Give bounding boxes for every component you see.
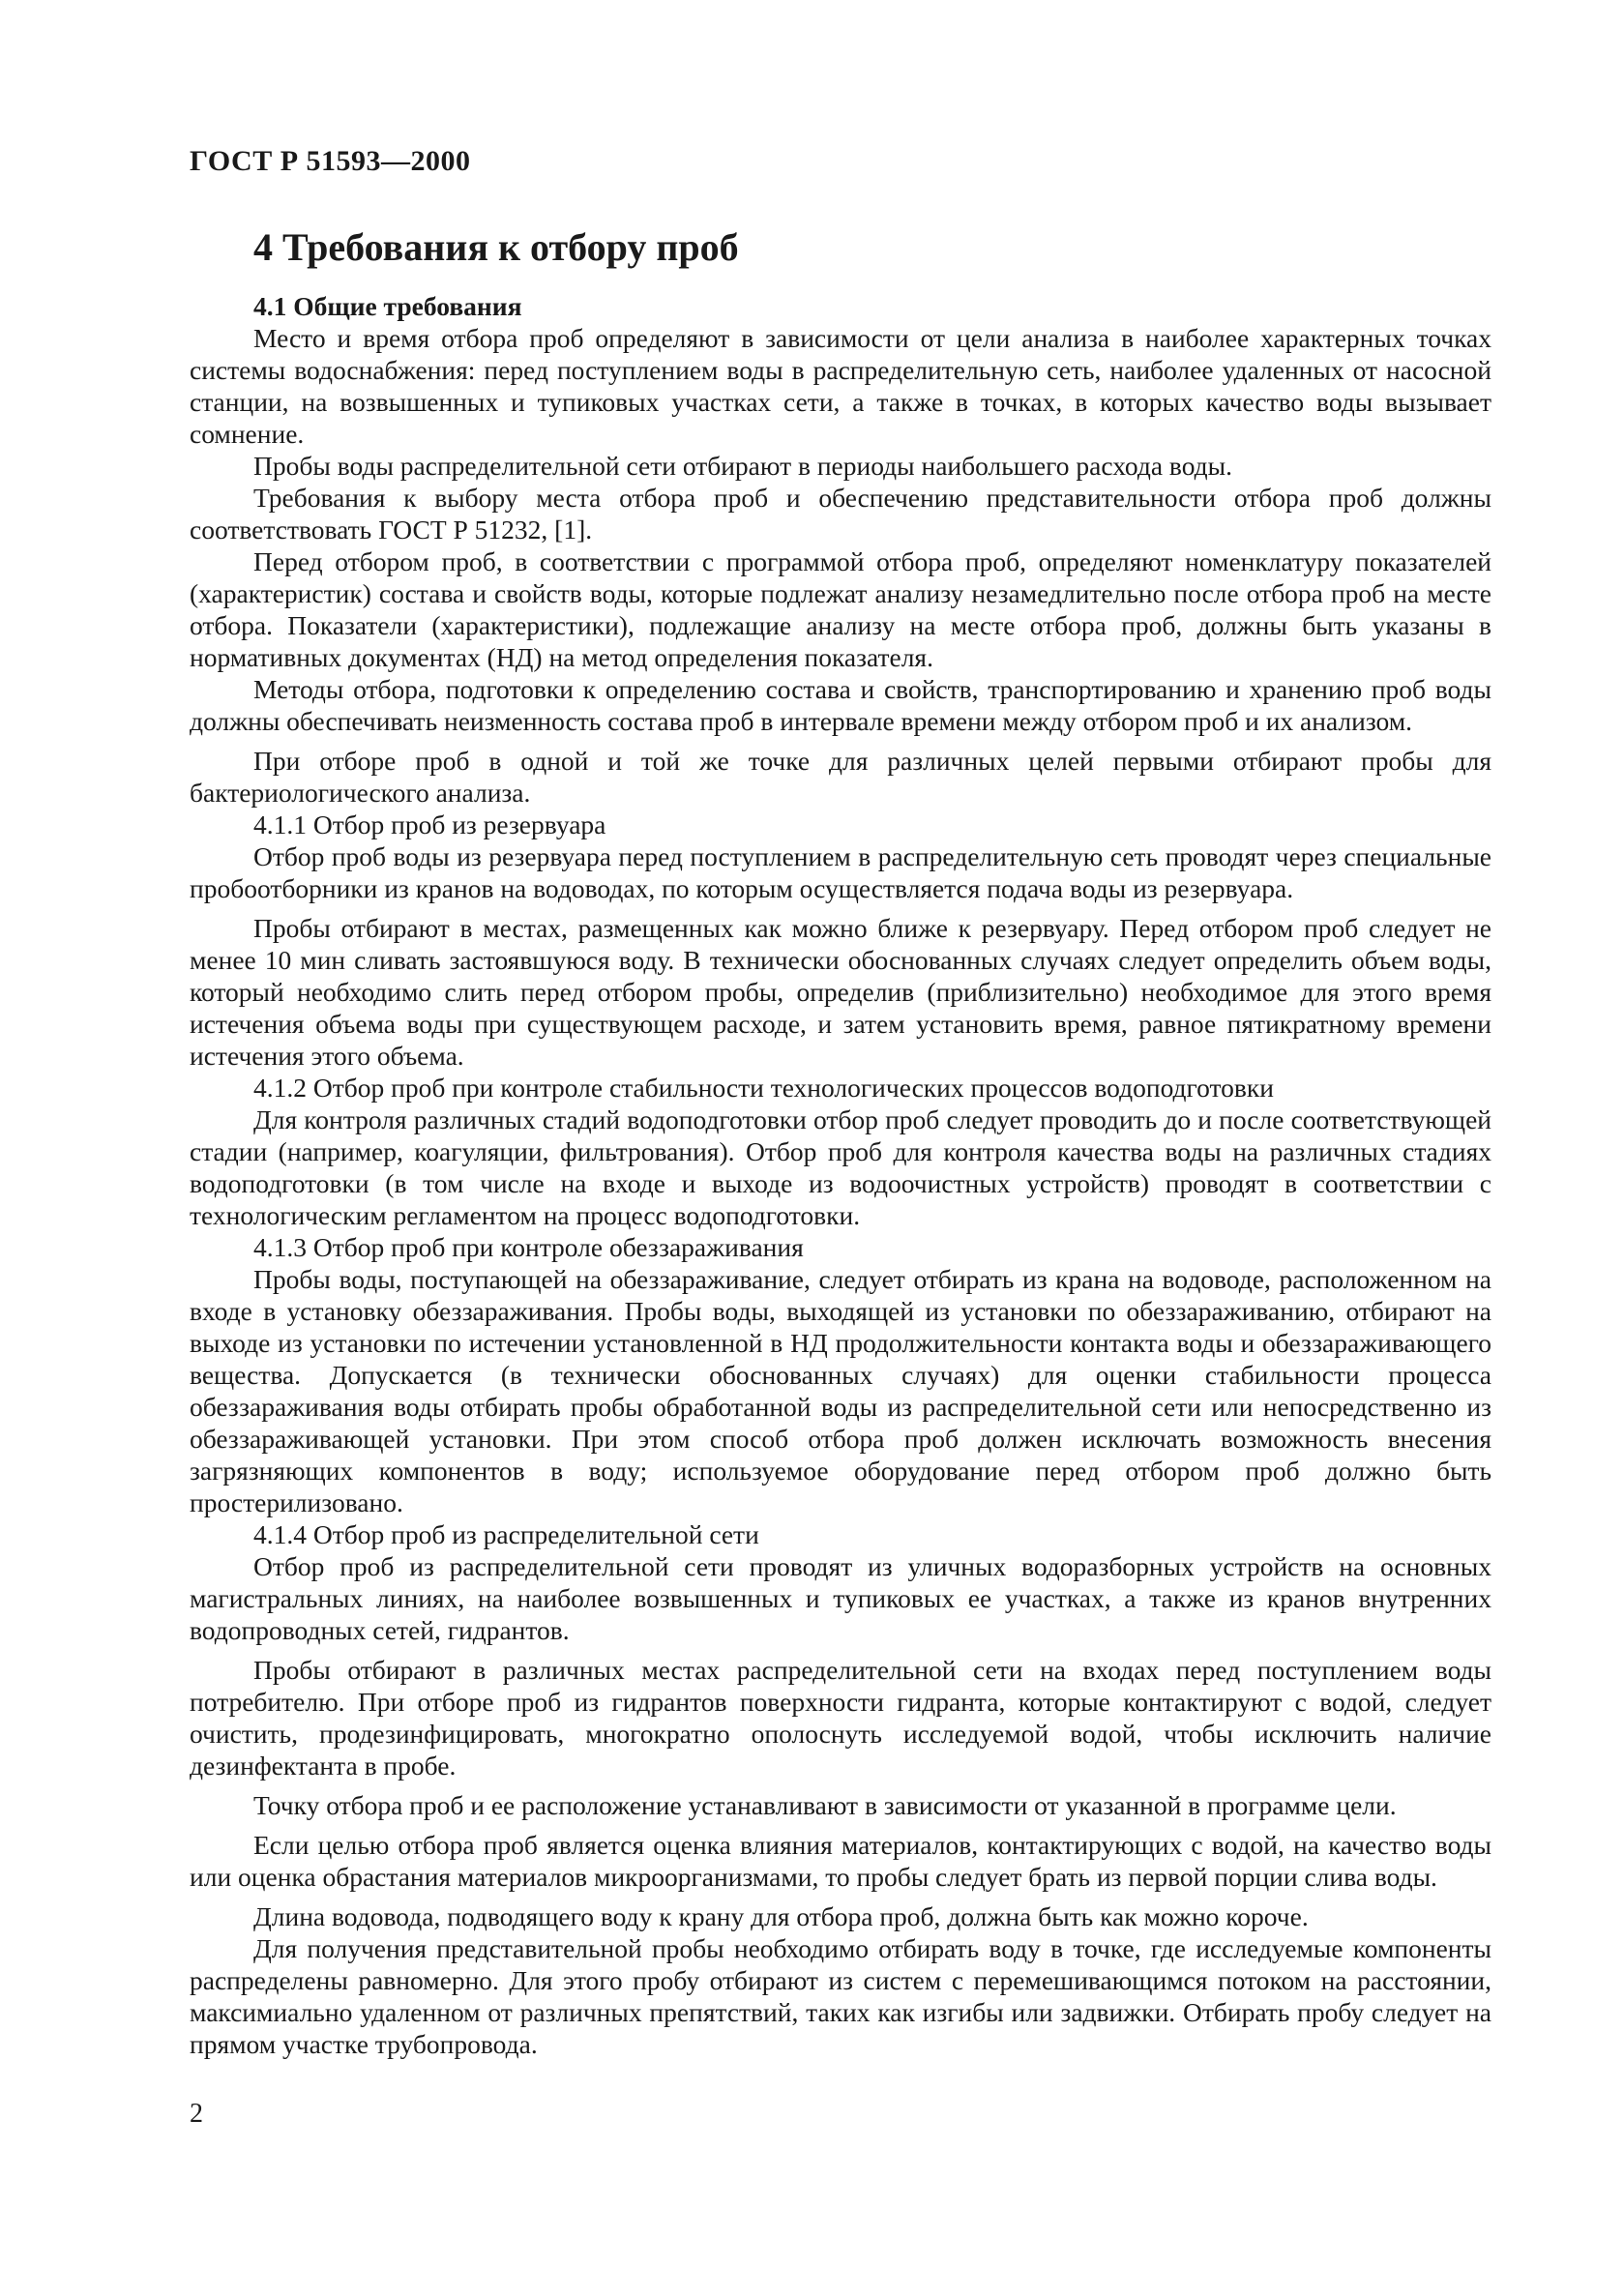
- paragraph: Точку отбора проб и ее расположение устанавливают в зависимости от указанной в программе цели.: [253, 1790, 1397, 1820]
- clause-heading: 4.1.4 Отбор проб из распределительной сети: [253, 1519, 759, 1549]
- document-header: ГОСТ Р 51593—2000: [190, 145, 471, 177]
- paragraph: Требования к выбору места отбора проб и обеспечению представительности отбора проб должны соответствовать ГОСТ Р 51232, [1].: [190, 483, 1491, 545]
- paragraph: Место и время отбора проб определяют в зависимости от цели анализа в наиболее характерных точках системы водоснабжения: перед поступлением воды в распределительную сеть, наиболее удаленных от насосной станции, на возвышенных и тупиковых участках сети, а также в точках, в которых качество воды вызывает сомнение.: [190, 323, 1491, 449]
- subsection-title: 4.1 Общие требования: [253, 291, 522, 321]
- paragraph: Отбор проб воды из резервуара перед поступлением в распределительную сеть проводят через специальные пробоотборники из кранов на водоводах, по которым осуществляется подача воды из резервуара.: [190, 841, 1491, 903]
- clause-heading: 4.1.1 Отбор проб из резервуара: [253, 809, 606, 839]
- document-body: [190, 290, 1491, 2060]
- paragraph: Отбор проб из распределительной сети проводят из уличных водоразборных устройств на основных магистральных линиях, на наиболее возвышенных и тупиковых ее участках, а также из кранов внутренних водопроводных сетей, гидрантов.: [190, 1551, 1491, 1645]
- paragraph: Пробы воды распределительной сети отбирают в периоды наибольшего расхода воды.: [253, 451, 1233, 481]
- paragraph: Пробы воды, поступающей на обеззараживание, следует отбирать из крана на водоводе, расположенном на входе в установку обеззараживания. Пробы воды, выходящей из установки по обеззараживанию, отбирают на выходе из установки по истечении установленной в НД продолжительности контакта воды и обеззараживающего вещества. Допускается (в технически обоснованных случаях) для оценки стабильности процесса обеззараживания воды отбирать пробы обработанной воды из распределительной сети или непосредственно из обеззараживающей установки. При этом способ отбора проб должен исключать возможность внесения загрязняющих компонентов в воду; используемое оборудование перед отбором проб должно быть простерилизовано.: [190, 1264, 1491, 1517]
- paragraph: Пробы отбирают в местах, размещенных как можно ближе к резервуару. Перед отбором проб следует не менее 10 мин сливать застоявшуюся воду. В технически обоснованных случаях следует определить объем воды, который необходимо слить перед отбором пробы, определив (приблизительно) необходимое для этого время истечения объема воды при существующем расходе, и затем установить время, равное пятикратному времени истечения этого объема.: [190, 913, 1491, 1071]
- section-title: 4 Требования к отбору проб: [253, 225, 739, 269]
- paragraph: Пробы отбирают в различных местах распределительной сети на входах перед поступлением воды потребителю. При отборе проб из гидрантов поверхности гидранта, которые контактируют с водой, следует очистить, продезинфицировать, многократно ополоснуть исследуемой водой, чтобы исключить наличие дезинфектанта в пробе.: [190, 1655, 1491, 1781]
- paragraph: Для получения представительной пробы необходимо отбирать воду в точке, где исследуемые компоненты распределены равномерно. Для этого пробу отбирают из систем с перемешивающимся потоком на расстоянии, максимиально удаленном от различных препятствий, таких как изгибы или задвижки. Отбирать пробу следует на прямом участке трубопровода.: [190, 1933, 1491, 2059]
- paragraph: При отборе проб в одной и той же точке для различных целей первыми отбирают пробы для бактериологического анализа.: [190, 746, 1491, 808]
- page-number: 2: [190, 2099, 203, 2129]
- clause-heading: 4.1.2 Отбор проб при контроле стабильности технологических процессов водоподготовки: [253, 1073, 1274, 1103]
- paragraph: Методы отбора, подготовки к определению состава и свойств, транспортированию и хранению проб воды должны обеспечивать неизменность состава проб в интервале времени между отбором проб и их анализом.: [190, 674, 1491, 736]
- paragraph: Если целью отбора проб является оценка влияния материалов, контактирующих с водой, на качество воды или оценка обрастания материалов микроорганизмами, то пробы следует брать из первой порции слива воды.: [190, 1830, 1491, 1892]
- clause-heading: 4.1.3 Отбор проб при контроле обеззараживания: [253, 1232, 804, 1262]
- paragraph: Длина водовода, подводящего воду к крану для отбора проб, должна быть как можно короче.: [253, 1901, 1309, 1931]
- paragraph: Перед отбором проб, в соответствии с программой отбора проб, определяют номенклатуру показателей (характеристик) состава и свойств воды, которые подлежат анализу незамедлительно после отбора проб на месте отбора. Показатели (характеристики), подлежащие анализу на месте отбора проб, должны быть указаны в нормативных документах (НД) на метод определения показателя.: [190, 546, 1491, 672]
- paragraph: Для контроля различных стадий водоподготовки отбор проб следует проводить до и после соответствующей стадии (например, коагуляции, фильтрования). Отбор проб для контроля качества воды на различных стадиях водоподготовки (в том числе на входе и выходе из водоочистных устройств) проводят в соответствии с технологическим регламентом на процесс водоподготовки.: [190, 1104, 1491, 1230]
